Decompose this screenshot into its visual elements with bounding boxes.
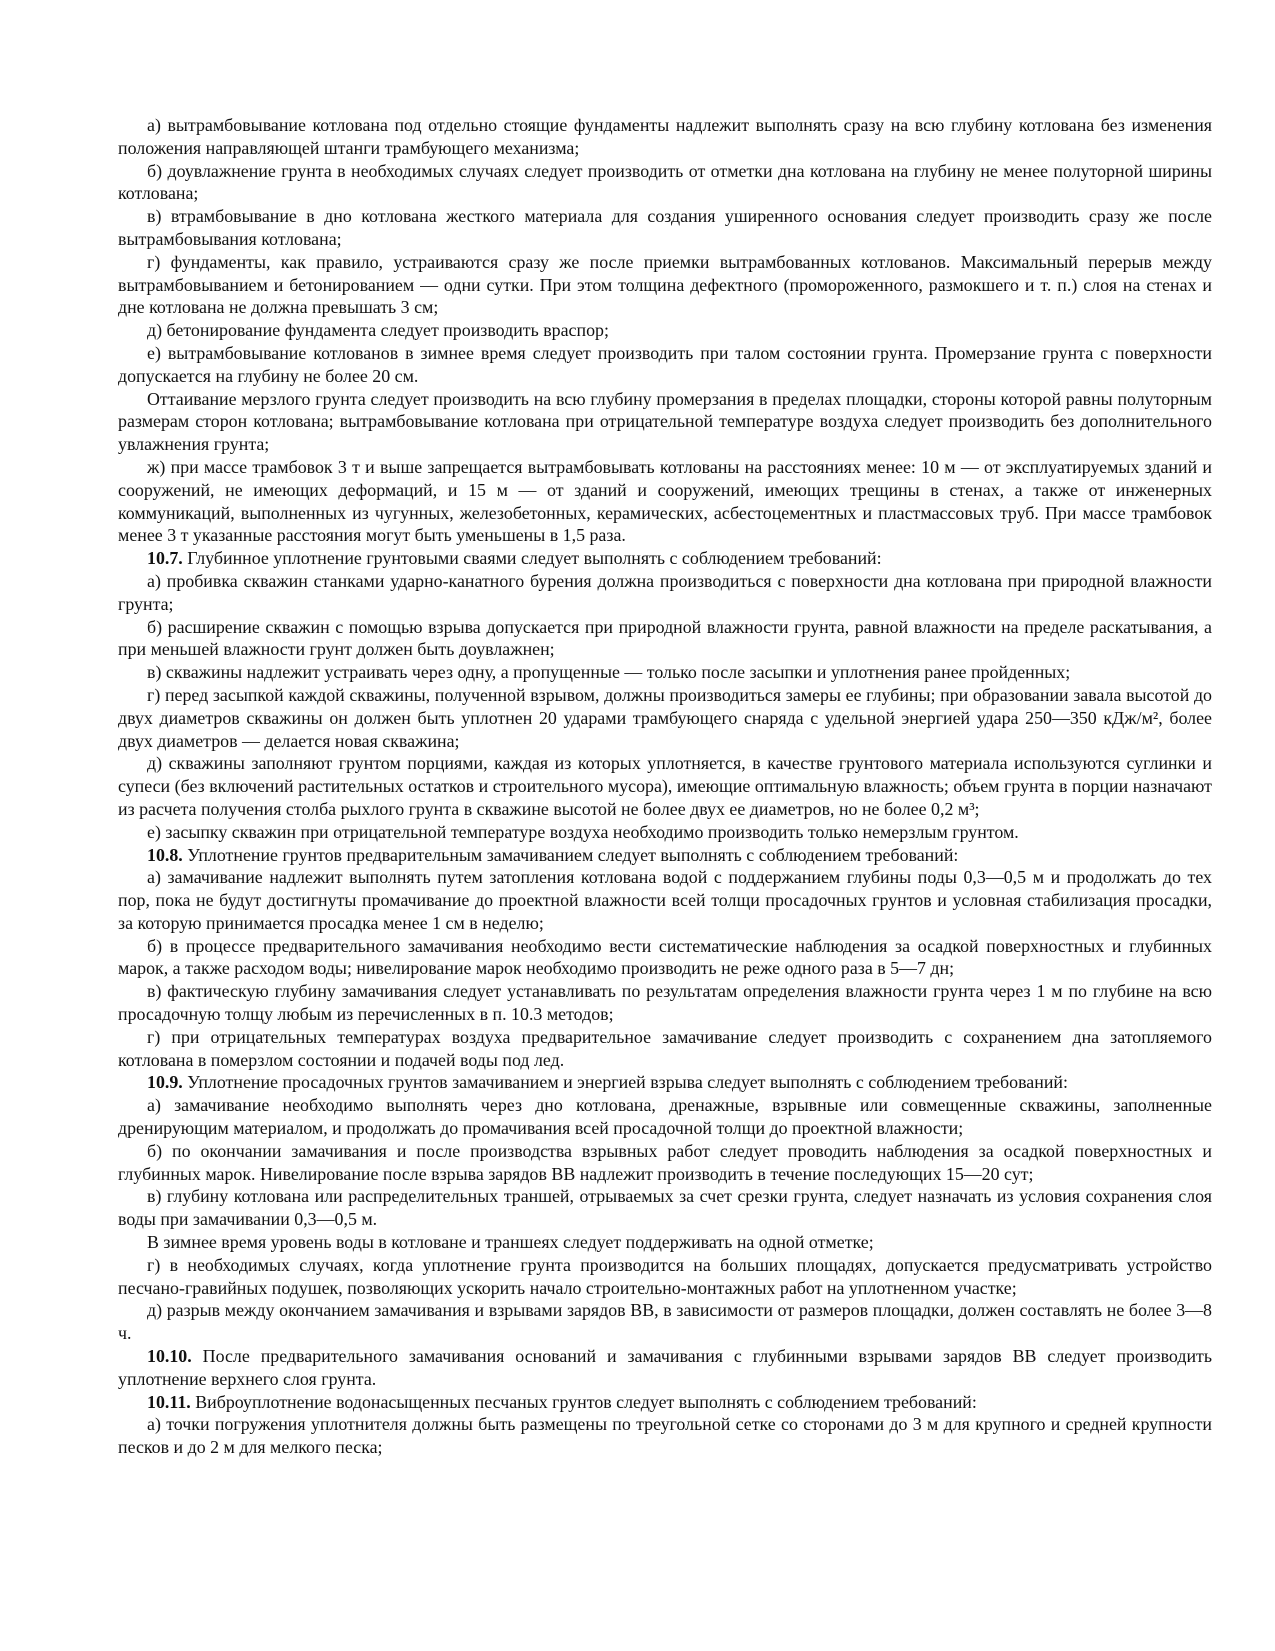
- paragraph-text: б) расширение скважин с помощью взрыва допускается при природной влажности грунта, равной влажности на пределе раскатывания, а при меньшей влажности грунт должен быть доувлажнен;: [118, 616, 1212, 660]
- paragraph: [118, 866, 1212, 934]
- paragraph-text: г) в необходимых случаях, когда уплотнение грунта производится на больших площадях, допускается предусматривать устройство песчано-гравийных подушек, позволяющих ускорить начало строительно-монтажных работ на уплотненном участке;: [118, 1254, 1212, 1298]
- paragraph: [118, 935, 1212, 981]
- clause-10-9: [118, 1071, 1212, 1094]
- paragraph: [118, 160, 1212, 206]
- paragraph: [118, 114, 1212, 160]
- paragraph-text: Уплотнение просадочных грунтов замачиванием и энергией взрыва следует выполнять с соблюдением требований:: [182, 1072, 1068, 1093]
- clause-number: 10.9.: [147, 1072, 183, 1093]
- paragraph: [118, 1185, 1212, 1231]
- paragraph-text: в) втрамбовывание в дно котлована жесткого материала для создания уширенного основания следует производить сразу же после вытрамбовывания котлована;: [118, 206, 1212, 249]
- paragraph-text: в) скважины надлежит устраивать через одну, а пропущенные — только после засыпки и уплотнения ранее пройденных;: [147, 662, 1071, 683]
- paragraph-text: а) пробивка скважин станками ударно-канатного бурения должна производиться с поверхности дна котлована при природной влажности грунта;: [118, 570, 1212, 614]
- paragraph: [118, 1413, 1212, 1459]
- paragraph-text: в) фактическую глубину замачивания следует устанавливать по результатам определения влажности грунта через 1 м по глубине на всю просадочную толщу любым из перечисленных в п. 10.3 методов;: [118, 981, 1212, 1025]
- paragraph: [118, 980, 1212, 1026]
- paragraph-text: д) разрыв между окончанием замачивания и взрывами зарядов ВВ, в зависимости от размеров площадки, должен составлять не более 3—8 ч.: [118, 1300, 1212, 1344]
- paragraph-text: г) перед засыпкой каждой скважины, полученной взрывом, должны производиться замеры ее глубины; при образовании завала высотой до двух диаметров скважины он должен быть уплотнен 20 ударами трамбующего снаряда с удельной энергией удара 250—350 кДж/м², более двух диаметров — делается новая скважина;: [118, 684, 1212, 751]
- paragraph: [118, 1231, 1212, 1254]
- paragraph-text: В зимнее время уровень воды в котловане и траншеях следует поддерживать на одной отметке;: [147, 1232, 874, 1253]
- paragraph: [118, 684, 1212, 752]
- paragraph-text: г) при отрицательных температурах воздуха предварительное замачивание следует производить с сохранением дна затопляемого котлована в померзлом состоянии и подачей воды под лед.: [118, 1026, 1212, 1070]
- paragraph-text: а) замачивание необходимо выполнять через дно котлована, дренажные, взрывные или совмещенные скважины, заполненные дренирующим материалом, и продолжать до промачивания всей просадочной толщи до проектной влажности;: [118, 1095, 1212, 1139]
- clause-10-11: [118, 1391, 1212, 1414]
- paragraph-text: д) бетонирование фундамента следует производить враспор;: [147, 320, 609, 341]
- paragraph-text: а) замачивание надлежит выполнять путем затопления котлована водой с поддержанием глубины поды 0,3—0,5 м и продолжать до тех пор, пока не будут достигнуты промачивание до проектной влажности всей толщи просадочных грунтов и условная стабилизация просадки, за которую принимается просадка менее 1 см в неделю;: [118, 867, 1212, 933]
- paragraph-text: ж) при массе трамбовок 3 т и выше запрещается вытрамбовывать котлованы на расстояниях менее: 10 м — от эксплуатируемых зданий и сооружений, не имеющих деформаций, и 15 м — от зданий и сооружений, имеющих трещины в стенах, а также от инженерных коммуникаций, выполненных из чугунных, железобетонных, керамических, асбестоцементных и пластмассовых труб. При массе трамбовок менее 3 т указанные расстояния могут быть уменьшены в 1,5 раза.: [118, 456, 1212, 546]
- clause-10-10: [118, 1345, 1212, 1391]
- paragraph: [118, 319, 1212, 342]
- paragraph-text: Уплотнение грунтов предварительным замачиванием следует выполнять с соблюдением требований:: [182, 844, 959, 865]
- paragraph: [118, 342, 1212, 388]
- paragraph: [118, 570, 1212, 616]
- paragraph: [118, 1140, 1212, 1186]
- clause-10-7: [118, 547, 1212, 570]
- paragraph: [118, 456, 1212, 547]
- clause-number: 10.11.: [147, 1391, 191, 1412]
- paragraph: [118, 616, 1212, 662]
- paragraph: [118, 1254, 1212, 1300]
- paragraph-text: Глубинное уплотнение грунтовыми сваями следует выполнять с соблюдением требований:: [182, 548, 882, 569]
- clause-number: 10.7.: [147, 548, 183, 569]
- paragraph-text: Оттаивание мерзлого грунта следует производить на всю глубину промерзания в пределах площадки, стороны которой равны полуторным размерам сторон котлована; вытрамбовывание котлована при отрицательной температуре воздуха следует производить без дополнительного увлажнения грунта;: [118, 388, 1212, 455]
- paragraph: [118, 1026, 1212, 1072]
- paragraph: [118, 205, 1212, 251]
- paragraph-text: Виброуплотнение водонасыщенных песчаных грунтов следует выполнять с соблюдением требований:: [190, 1391, 977, 1412]
- paragraph: [118, 388, 1212, 456]
- paragraph-text: б) по окончании замачивания и после производства взрывных работ следует проводить наблюдения за осадкой поверхностных и глубинных марок. Нивелирование после взрыва зарядов ВВ надлежит производить в течение последующих 15—20 сут;: [118, 1140, 1212, 1184]
- paragraph-text: После предварительного замачивания оснований и замачивания с глубинными взрывами зарядов ВВ следует производить уплотнение верхнего слоя грунта.: [118, 1346, 1212, 1389]
- paragraph-text: е) засыпку скважин при отрицательной температуре воздуха необходимо производить только немерзлым грунтом.: [147, 821, 1019, 842]
- paragraph: [118, 1094, 1212, 1140]
- paragraph-text: е) вытрамбовывание котлованов в зимнее время следует производить при талом состоянии грунта. Промерзание грунта с поверхности допускается на глубину не более 20 см.: [118, 342, 1212, 386]
- paragraph-text: а) вытрамбовывание котлована под отдельно стоящие фундаменты надлежит выполнять сразу на всю глубину котлована без изменения положения направляющей штанги трамбующего механизма;: [118, 115, 1212, 158]
- paragraph-text: в) глубину котлована или распределительных траншей, отрываемых за счет срезки грунта, следует назначать из условия сохранения слоя воды при замачивании 0,3—0,5 м.: [118, 1186, 1212, 1230]
- clause-10-8: [118, 844, 1212, 867]
- paragraph-text: б) в процессе предварительного замачивания необходимо вести систематические наблюдения за осадкой поверхностных и глубинных марок, а также расходом воды; нивелирование марок необходимо производить не реже одного раза в 5—7 дн;: [118, 935, 1212, 979]
- paragraph-text: г) фундаменты, как правило, устраиваются сразу же после приемки вытрамбованных котлованов. Максимальный перерыв между вытрамбовыванием и бетонированием — одни сутки. При этом толщина дефектного (промороженного, размокшего и т. п.) слоя на стенах и дне котлована не должна превышать 3 см;: [118, 251, 1212, 318]
- paragraph: [118, 821, 1212, 844]
- paragraph-text: б) доувлажнение грунта в необходимых случаях следует производить от отметки дна котлована на глубину не менее полуторной ширины котлована;: [118, 160, 1212, 204]
- paragraph-text: а) точки погружения уплотнителя должны быть размещены по треугольной сетке со сторонами до 3 м для крупного и средней крупности песков и до 2 м для мелкого песка;: [118, 1414, 1212, 1458]
- document-page: [118, 114, 1212, 1459]
- paragraph: [118, 251, 1212, 319]
- clause-number: 10.8.: [147, 844, 183, 865]
- paragraph: [118, 661, 1212, 684]
- clause-number: 10.10.: [147, 1346, 192, 1367]
- paragraph: [118, 1299, 1212, 1345]
- paragraph: [118, 752, 1212, 820]
- paragraph-text: д) скважины заполняют грунтом порциями, каждая из которых уплотняется, в качестве грунтового материала используются суглинки и супеси (без включений растительных остатков и строительного мусора), имеющие оптимальную влажность; объем грунта в порции назначают из расчета получения столба рыхлого грунта в скважине высотой не более двух ее диаметров, но не более 0,2 м³;: [118, 753, 1212, 819]
